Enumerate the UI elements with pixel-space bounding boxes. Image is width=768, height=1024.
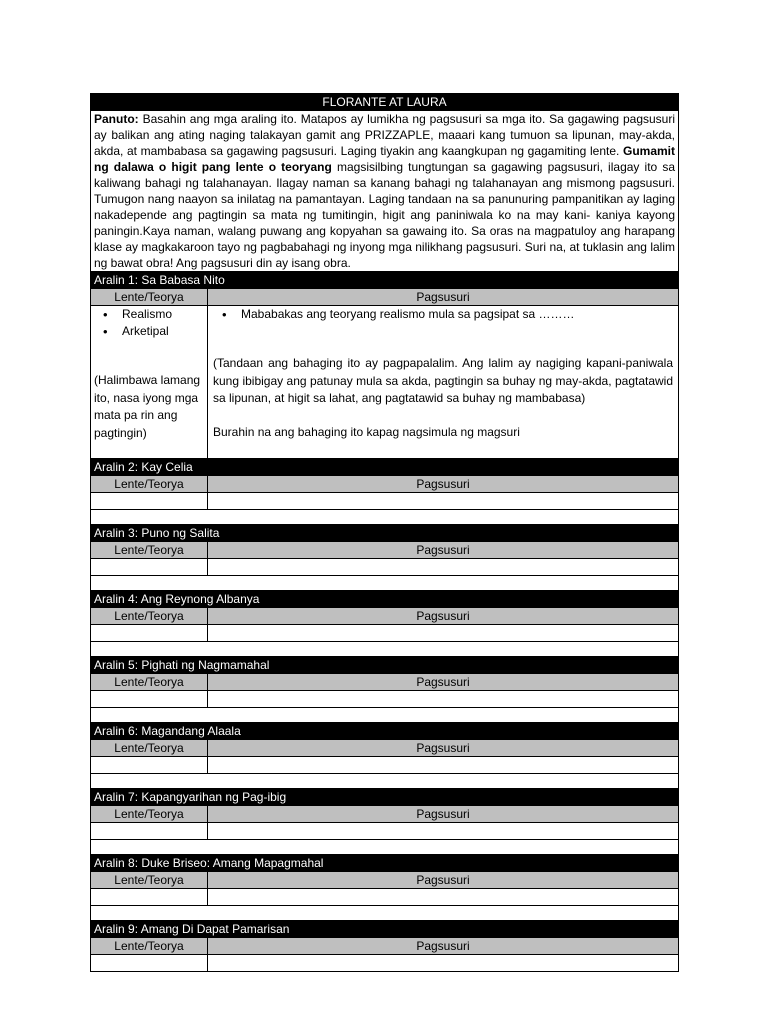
section-gap: [91, 906, 679, 921]
lesson-title: Aralin 4: Ang Reynong Albanya: [91, 591, 679, 608]
analysis-answer-cell[interactable]: [208, 493, 679, 510]
document-title: FLORANTE AT LAURA: [91, 94, 679, 111]
lens-column-header: Lente/Teorya: [91, 542, 208, 559]
answer-row: [91, 625, 679, 642]
example-lens-cell: [91, 306, 208, 459]
analysis-column-header: Pagsusuri: [208, 542, 679, 559]
lesson-title: Aralin 1: Sa Babasa Nito: [91, 272, 679, 289]
lens-item: • Realismo: [94, 306, 204, 323]
lesson-title: Aralin 6: Magandang Alaala: [91, 723, 679, 740]
analysis-answer-cell[interactable]: [208, 757, 679, 774]
worksheet-document: [90, 93, 678, 972]
lens-answer-cell[interactable]: [91, 493, 208, 510]
lesson-title-row: [91, 855, 679, 872]
analysis-column-header: Pagsusuri: [208, 289, 679, 306]
analysis-column-header: Pagsusuri: [208, 806, 679, 823]
analysis-answer-cell[interactable]: [208, 823, 679, 840]
lens-column-header: Lente/Teorya: [91, 674, 208, 691]
example-analysis-cell: [208, 306, 679, 459]
column-header-row: [91, 542, 679, 559]
lesson-title-row: [91, 789, 679, 806]
column-header-row: [91, 806, 679, 823]
lens-column-header: Lente/Teorya: [91, 476, 208, 493]
section-gap-cell: [91, 510, 679, 525]
instructions-label: Panuto:: [94, 112, 139, 126]
section-gap: [91, 510, 679, 525]
instructions-part1: Basahin ang mga araling ito. Matapos ay lumikha ng pagsusuri sa mga ito. Sa gagawing pagsusuri ay balikan ang ating naging talakayan gamit ang PRIZZAPLE, maaari kang tumuon sa lipunan, may-akda, akda, at mambabasa sa gagawing pagsusuri. Laging tiyakin ang kaangkupan ng gagamiting lente.: [94, 112, 676, 158]
lesson-title-row: [91, 657, 679, 674]
lesson-title: Aralin 8: Duke Briseo: Amang Mapagmahal: [91, 855, 679, 872]
section-gap: [91, 840, 679, 855]
column-header-row: [91, 674, 679, 691]
lesson-title: Aralin 5: Pighati ng Nagmamahal: [91, 657, 679, 674]
column-header-row: [91, 608, 679, 625]
erase-note: Burahin na ang bahaging ito kapag nagsimula ng magsuri: [213, 424, 520, 439]
column-header-row: [91, 740, 679, 757]
section-gap: [91, 642, 679, 657]
instructions-row: [91, 111, 679, 272]
section-gap: [91, 774, 679, 789]
answer-row: [91, 757, 679, 774]
lens-answer-cell[interactable]: [91, 757, 208, 774]
lesson-title-row: [91, 272, 679, 289]
lens-column-header: Lente/Teorya: [91, 806, 208, 823]
title-row: [91, 94, 679, 111]
instructions-part2: magsisilbing tungtungan sa gagawing pagsusuri, ilagay ito sa kaliwang bahagi ng talahanayan. Ilagay naman sa kanang bahagi ng talahanayan ang mismong pagsusuri. Tumugon nang naayon sa inilatag na pamantayan. Laging tandaan na sa panunuring pampanitikan ay laging nakadepende ang pagtingin sa mata ng tumitingin, higit ang paniniwala ko na may kani- kaniya kayong paningin.Kaya naman, walang puwang ang kopyahan sa gawaing ito. Sa oras na magpatuloy ang harapang klase ay magkakaroon tayo ng pagbabahagi ng inyong mga nilikhang pagsusuri. Suri na, at tuklasin ang lalim ng bawat obra! Ang pagsusuri din ay isang obra.: [94, 160, 676, 270]
analysis-bullet: • Mababakas ang teoryang realismo mula sa pagsipat sa ………: [213, 306, 673, 323]
lesson-title: Aralin 3: Puno ng Salita: [91, 525, 679, 542]
section-gap: [91, 708, 679, 723]
answer-row: [91, 823, 679, 840]
column-header-row: [91, 289, 679, 306]
analysis-answer-cell[interactable]: [208, 691, 679, 708]
column-header-row: [91, 872, 679, 889]
lens-column-header: Lente/Teorya: [91, 740, 208, 757]
answer-row: [91, 955, 679, 972]
answer-row: [91, 493, 679, 510]
analysis-list: [213, 306, 673, 323]
answer-row: [91, 889, 679, 906]
lens-example-note: (Halimbawa lamang ito, nasa iyong mga mata pa rin ang pagtingin): [94, 373, 201, 440]
lesson-title: Aralin 2: Kay Celia: [91, 459, 679, 476]
lens-answer-cell[interactable]: [91, 625, 208, 642]
section-gap-cell: [91, 774, 679, 789]
lens-column-header: Lente/Teorya: [91, 872, 208, 889]
lens-answer-cell[interactable]: [91, 823, 208, 840]
lesson-title-row: [91, 459, 679, 476]
lesson-title-row: [91, 921, 679, 938]
instructions-bold-part: Gumamit ng dalawa o higit pang lente o teoryang: [94, 144, 675, 174]
section-gap-cell: [91, 906, 679, 921]
analysis-column-header: Pagsusuri: [208, 674, 679, 691]
lens-answer-cell[interactable]: [91, 691, 208, 708]
lesson-title: Aralin 7: Kapangyarihan ng Pag-ibig: [91, 789, 679, 806]
lesson-title-row: [91, 525, 679, 542]
section-gap-cell: [91, 708, 679, 723]
section-gap-cell: [91, 840, 679, 855]
answer-row: [91, 691, 679, 708]
analysis-answer-cell[interactable]: [208, 955, 679, 972]
example-row: [91, 306, 679, 459]
lens-column-header: Lente/Teorya: [91, 608, 208, 625]
analysis-answer-cell[interactable]: [208, 559, 679, 576]
analysis-note: (Tandaan ang bahaging ito ay pagpapalalim. Ang lalim ay nagiging kapani-paniwala kung ibibigay ang patunay mula sa akda, pagtingin sa buhay ng may-akda, pagtatawid sa lipunan, at higit sa lahat, ang pagtatawid sa buhay ng mambabasa): [213, 356, 674, 405]
column-header-row: [91, 938, 679, 955]
analysis-column-header: Pagsusuri: [208, 938, 679, 955]
section-gap-cell: [91, 642, 679, 657]
analysis-answer-cell[interactable]: [208, 889, 679, 906]
analysis-column-header: Pagsusuri: [208, 608, 679, 625]
answer-row: [91, 559, 679, 576]
lens-column-header: Lente/Teorya: [91, 938, 208, 955]
worksheet-table: [90, 93, 679, 972]
column-header-row: [91, 476, 679, 493]
lens-answer-cell[interactable]: [91, 955, 208, 972]
lesson-title-row: [91, 591, 679, 608]
instructions-cell: [91, 111, 679, 272]
analysis-column-header: Pagsusuri: [208, 476, 679, 493]
analysis-column-header: Pagsusuri: [208, 740, 679, 757]
lesson-title-row: [91, 723, 679, 740]
lens-item: • Arketipal: [94, 323, 204, 340]
lesson-title: Aralin 9: Amang Di Dapat Pamarisan: [91, 921, 679, 938]
analysis-answer-cell[interactable]: [208, 625, 679, 642]
section-gap-cell: [91, 576, 679, 591]
analysis-column-header: Pagsusuri: [208, 872, 679, 889]
section-gap: [91, 576, 679, 591]
lens-column-header: Lente/Teorya: [91, 289, 208, 306]
lens-answer-cell[interactable]: [91, 559, 208, 576]
lens-answer-cell[interactable]: [91, 889, 208, 906]
lens-list: [94, 306, 204, 340]
